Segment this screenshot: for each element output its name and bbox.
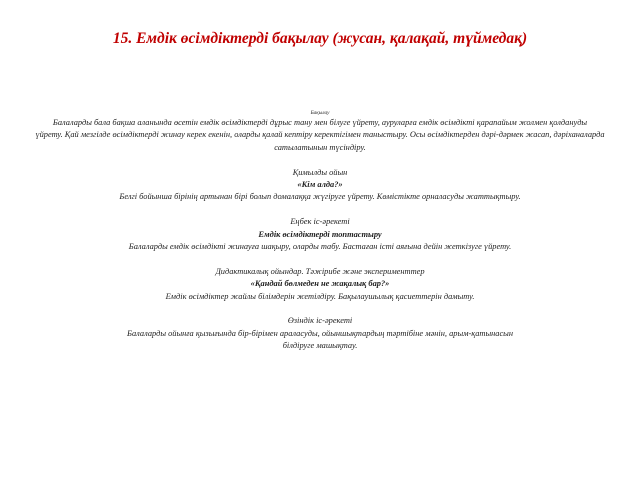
observation-label: Бақылау <box>310 110 330 116</box>
game1-description: Белгі бойынша бірінің артынан бірі болып домалаққа жүгіруге үйрету. Көмістікте орналасуды жаттықтыру. <box>119 192 521 202</box>
observation-text-line: Балаларды бала бақша аланында өсетін емдік өсімдіктерді дұрыс тану мен білуге үйрету, ауруларға емдік өсімдікті қарапайым жолмен қолдануды <box>52 118 588 127</box>
spacer <box>20 154 620 166</box>
didactic-name: «Қандай бөлмеден не жақалық бар?» <box>250 279 390 289</box>
document-body <box>20 110 620 353</box>
observation-text-line: үйрету. Қай мезгілде өсімдіктерді жинау керек екенін, оларды қалай кептіру керектігімен таныстыру. Осы өсімдіктерден дәрі-дәрмек жасап, дәріханаларда <box>35 130 605 140</box>
work1-label: Еңбек іс-әрекеті <box>290 217 350 227</box>
spacer <box>20 303 620 315</box>
didactic-description: Емдік өсімдіктер жайлы білімдерін жетілдіру. Бақылаушылық қасиеттерін дамыту. <box>165 291 475 301</box>
work2-text-line: білдіруге машықтау. <box>282 341 358 351</box>
work2-label: Өзіндік іс-әрекеті <box>287 316 353 326</box>
game1-label: Қимылды ойын <box>292 167 348 177</box>
spacer <box>20 253 620 265</box>
didactic-label: Дидактикалық ойындар. Тәжірибе және эксперименттер <box>215 266 425 276</box>
game1-name: «Кім алда?» <box>297 180 343 190</box>
spacer <box>20 204 620 216</box>
observation-text-line: сатылатынын түсіндіру. <box>274 142 366 152</box>
work1-description: Балаларды емдік өсімдікті жинауға шақыру, оларды табу. Бастаған істі аяғына дейін жеткізуге үйрету. <box>128 242 512 252</box>
work1-name: Емдік өсімдіктерді топтастыру <box>258 229 382 239</box>
work2-text-line: Балаларды ойынға қызығында бір-бірімен араласуды, ойыншықтардың тәртібіне мәнін, арым-қатынасын <box>127 328 513 338</box>
page-title: 15. Емдік өсімдіктерді бақылау (жусан, қалақай, түймедақ) <box>112 30 528 47</box>
